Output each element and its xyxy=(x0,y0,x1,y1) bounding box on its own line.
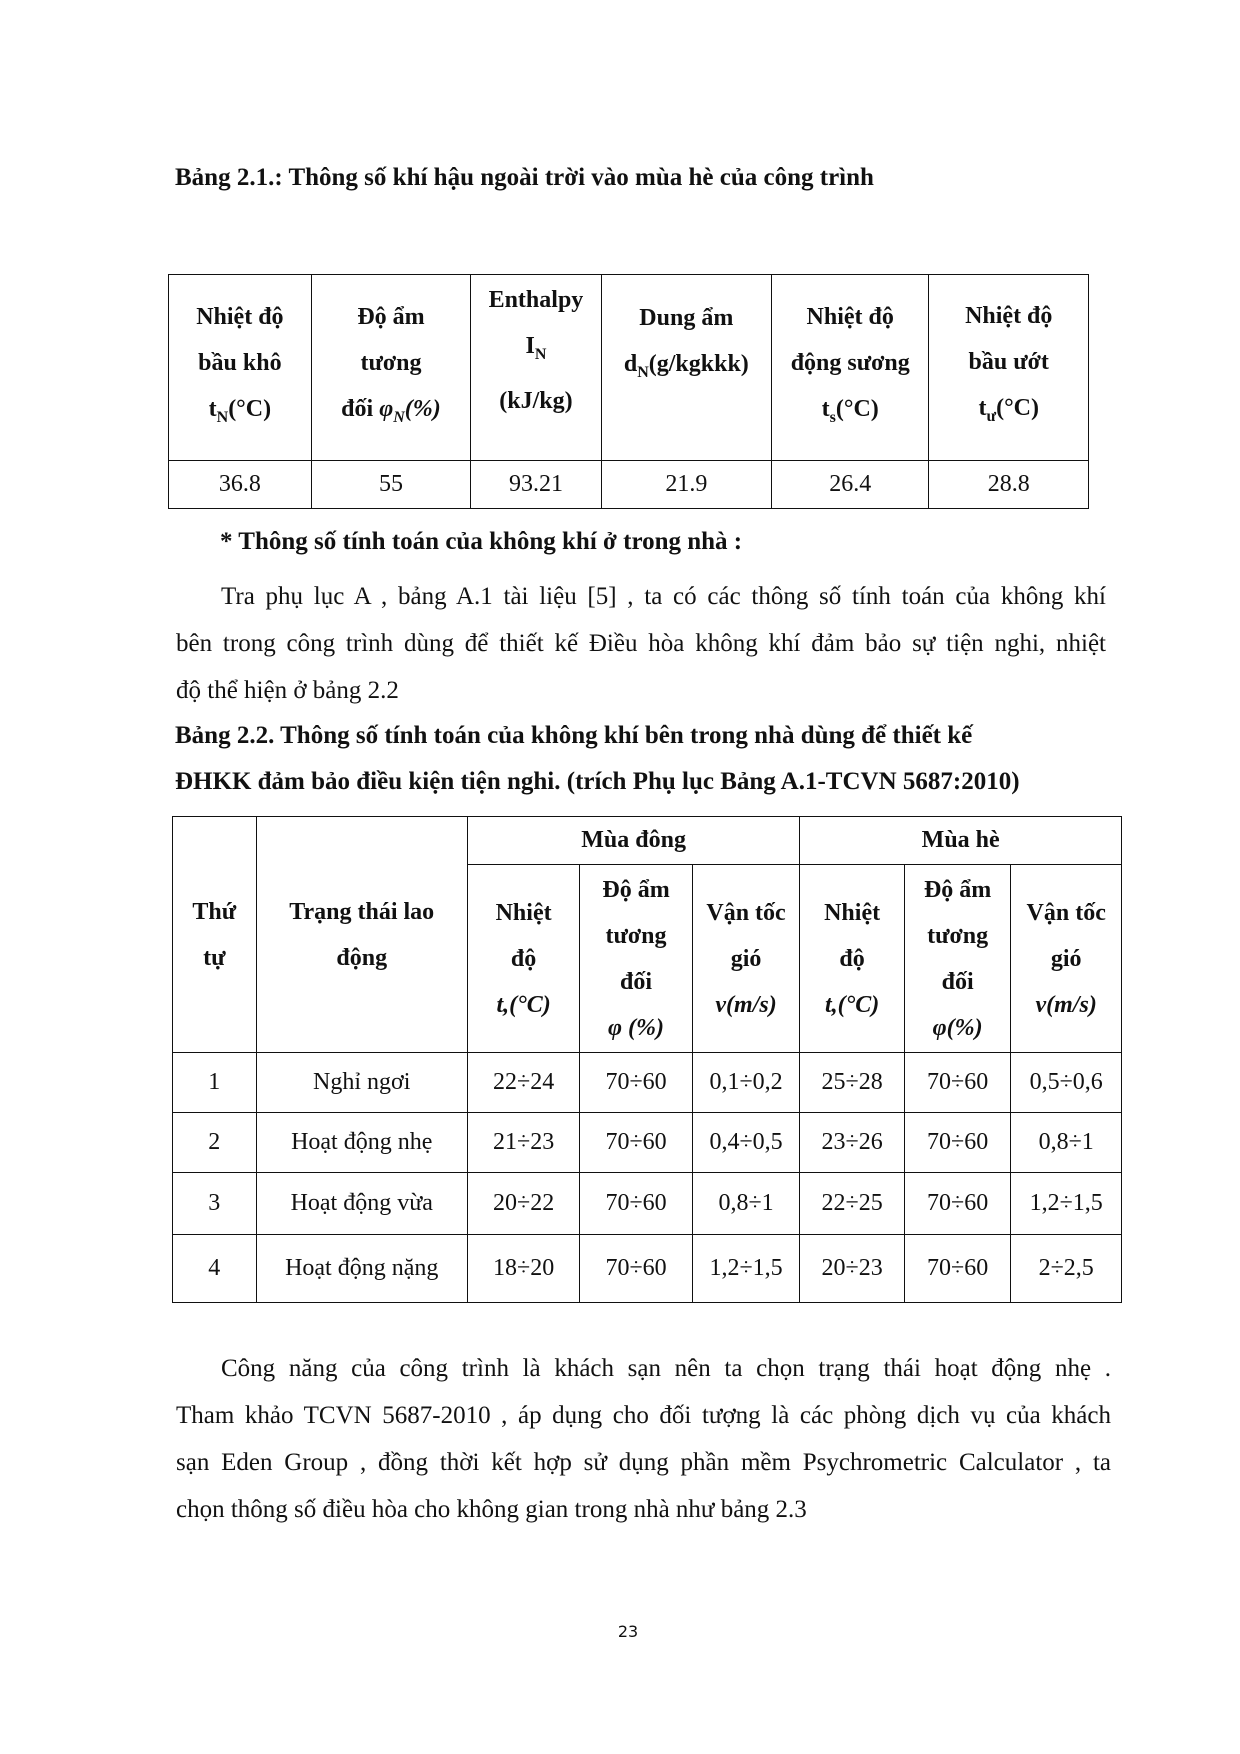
header-dry-bulb: Nhiệt độ bầu khô $t_N(^\circ C)$ xyxy=(169,275,312,461)
value-dry-bulb: 36.8 xyxy=(169,461,312,509)
header-order: Thứ tự xyxy=(173,817,257,1053)
table-indoor-design xyxy=(172,816,1122,1303)
value-enthalpy: 93.21 xyxy=(471,461,601,509)
header-winter-wind: Vận tốc gió v(m/s) xyxy=(692,865,800,1053)
header-summer-temp: Nhiệt độ t,(°C) xyxy=(800,865,905,1053)
header-work-state: Trạng thái lao động xyxy=(256,817,467,1053)
header-summer-wind: Vận tốc gió v(m/s) xyxy=(1011,865,1122,1053)
value-wet-bulb: 28.8 xyxy=(929,461,1089,509)
header-enthalpy: Enthalpy $I_N$ (kJ/kg) xyxy=(471,275,601,461)
value-dew-point: 26.4 xyxy=(771,461,929,509)
table-row: 3 Hoạt động vừa 20÷22 70÷60 0,8÷1 22÷25 70÷60 1,2÷1,5 xyxy=(173,1173,1122,1235)
header-moisture-content: Dung ẩm $d_N(g/kgkkk)$ xyxy=(601,275,771,461)
header-winter: Mùa đông xyxy=(467,817,799,865)
header-wet-bulb: Nhiệt độ bầu ướt $t_ư(^\circ C)$ xyxy=(929,275,1089,461)
header-summer-humidity: Độ ẩm tương đối φ(%) xyxy=(904,865,1011,1053)
header-relative-humidity: Độ ẩm tương đối $\varphi_N(\%)$ xyxy=(311,275,470,461)
value-relative-humidity: 55 xyxy=(311,461,470,509)
table2-caption-line2: ĐHKK đảm bảo điều kiện tiện nghi. (trích Phụ lục Bảng A.1-TCVN 5687:2010) xyxy=(175,768,1020,795)
indoor-subheading: * Thông số tính toán của không khí ở trong nhà : xyxy=(220,528,743,555)
table1-caption: Bảng 2.1.: Thông số khí hậu ngoài trời vào mùa hè của công trình xyxy=(175,164,874,191)
header-winter-temp: Nhiệt độ t,(°C) xyxy=(467,865,579,1053)
table-row: 1 Nghỉ ngơi 22÷24 70÷60 0,1÷0,2 25÷28 70÷60 0,5÷0,6 xyxy=(173,1053,1122,1113)
table-row: 2 Hoạt động nhẹ 21÷23 70÷60 0,4÷0,5 23÷26 70÷60 0,8÷1 xyxy=(173,1113,1122,1173)
page-number: 23 xyxy=(617,1622,639,1641)
header-winter-humidity: Độ ẩm tương đối φ (%) xyxy=(580,865,692,1053)
header-dew-point: Nhiệt độ động sương $t_s(^\circ C)$ xyxy=(771,275,929,461)
paragraph-selection: Công năng của công trình là khách sạn nên ta chọn trạng thái hoạt động nhẹ . Tham khảo TCVN 5687-2010 , áp dụng cho đối tượng là các phòng dịch vụ của khách sạn Eden Group , đồng thời kết hợp sử dụng phần mềm Psychrometric Calculator , ta chọn thông số điều hòa cho không gian trong nhà như bảng 2.3 xyxy=(176,1355,1111,1523)
table-climate-outdoor xyxy=(168,274,1089,509)
paragraph-intro: Tra phụ lục A , bảng A.1 tài liệu [5] , ta có các thông số tính toán của không khí bên trong công trình dùng để thiết kế Điều hòa không khí đảm bảo sự tiện nghi, nhiệt độ thể hiện ở bảng 2.2 xyxy=(176,583,1106,704)
header-summer: Mùa hè xyxy=(800,817,1122,865)
table-row: 4 Hoạt động nặng 18÷20 70÷60 1,2÷1,5 20÷23 70÷60 2÷2,5 xyxy=(173,1235,1122,1303)
value-moisture-content: 21.9 xyxy=(601,461,771,509)
table2-caption-line1: Bảng 2.2. Thông số tính toán của không khí bên trong nhà dùng để thiết kế xyxy=(175,722,973,749)
